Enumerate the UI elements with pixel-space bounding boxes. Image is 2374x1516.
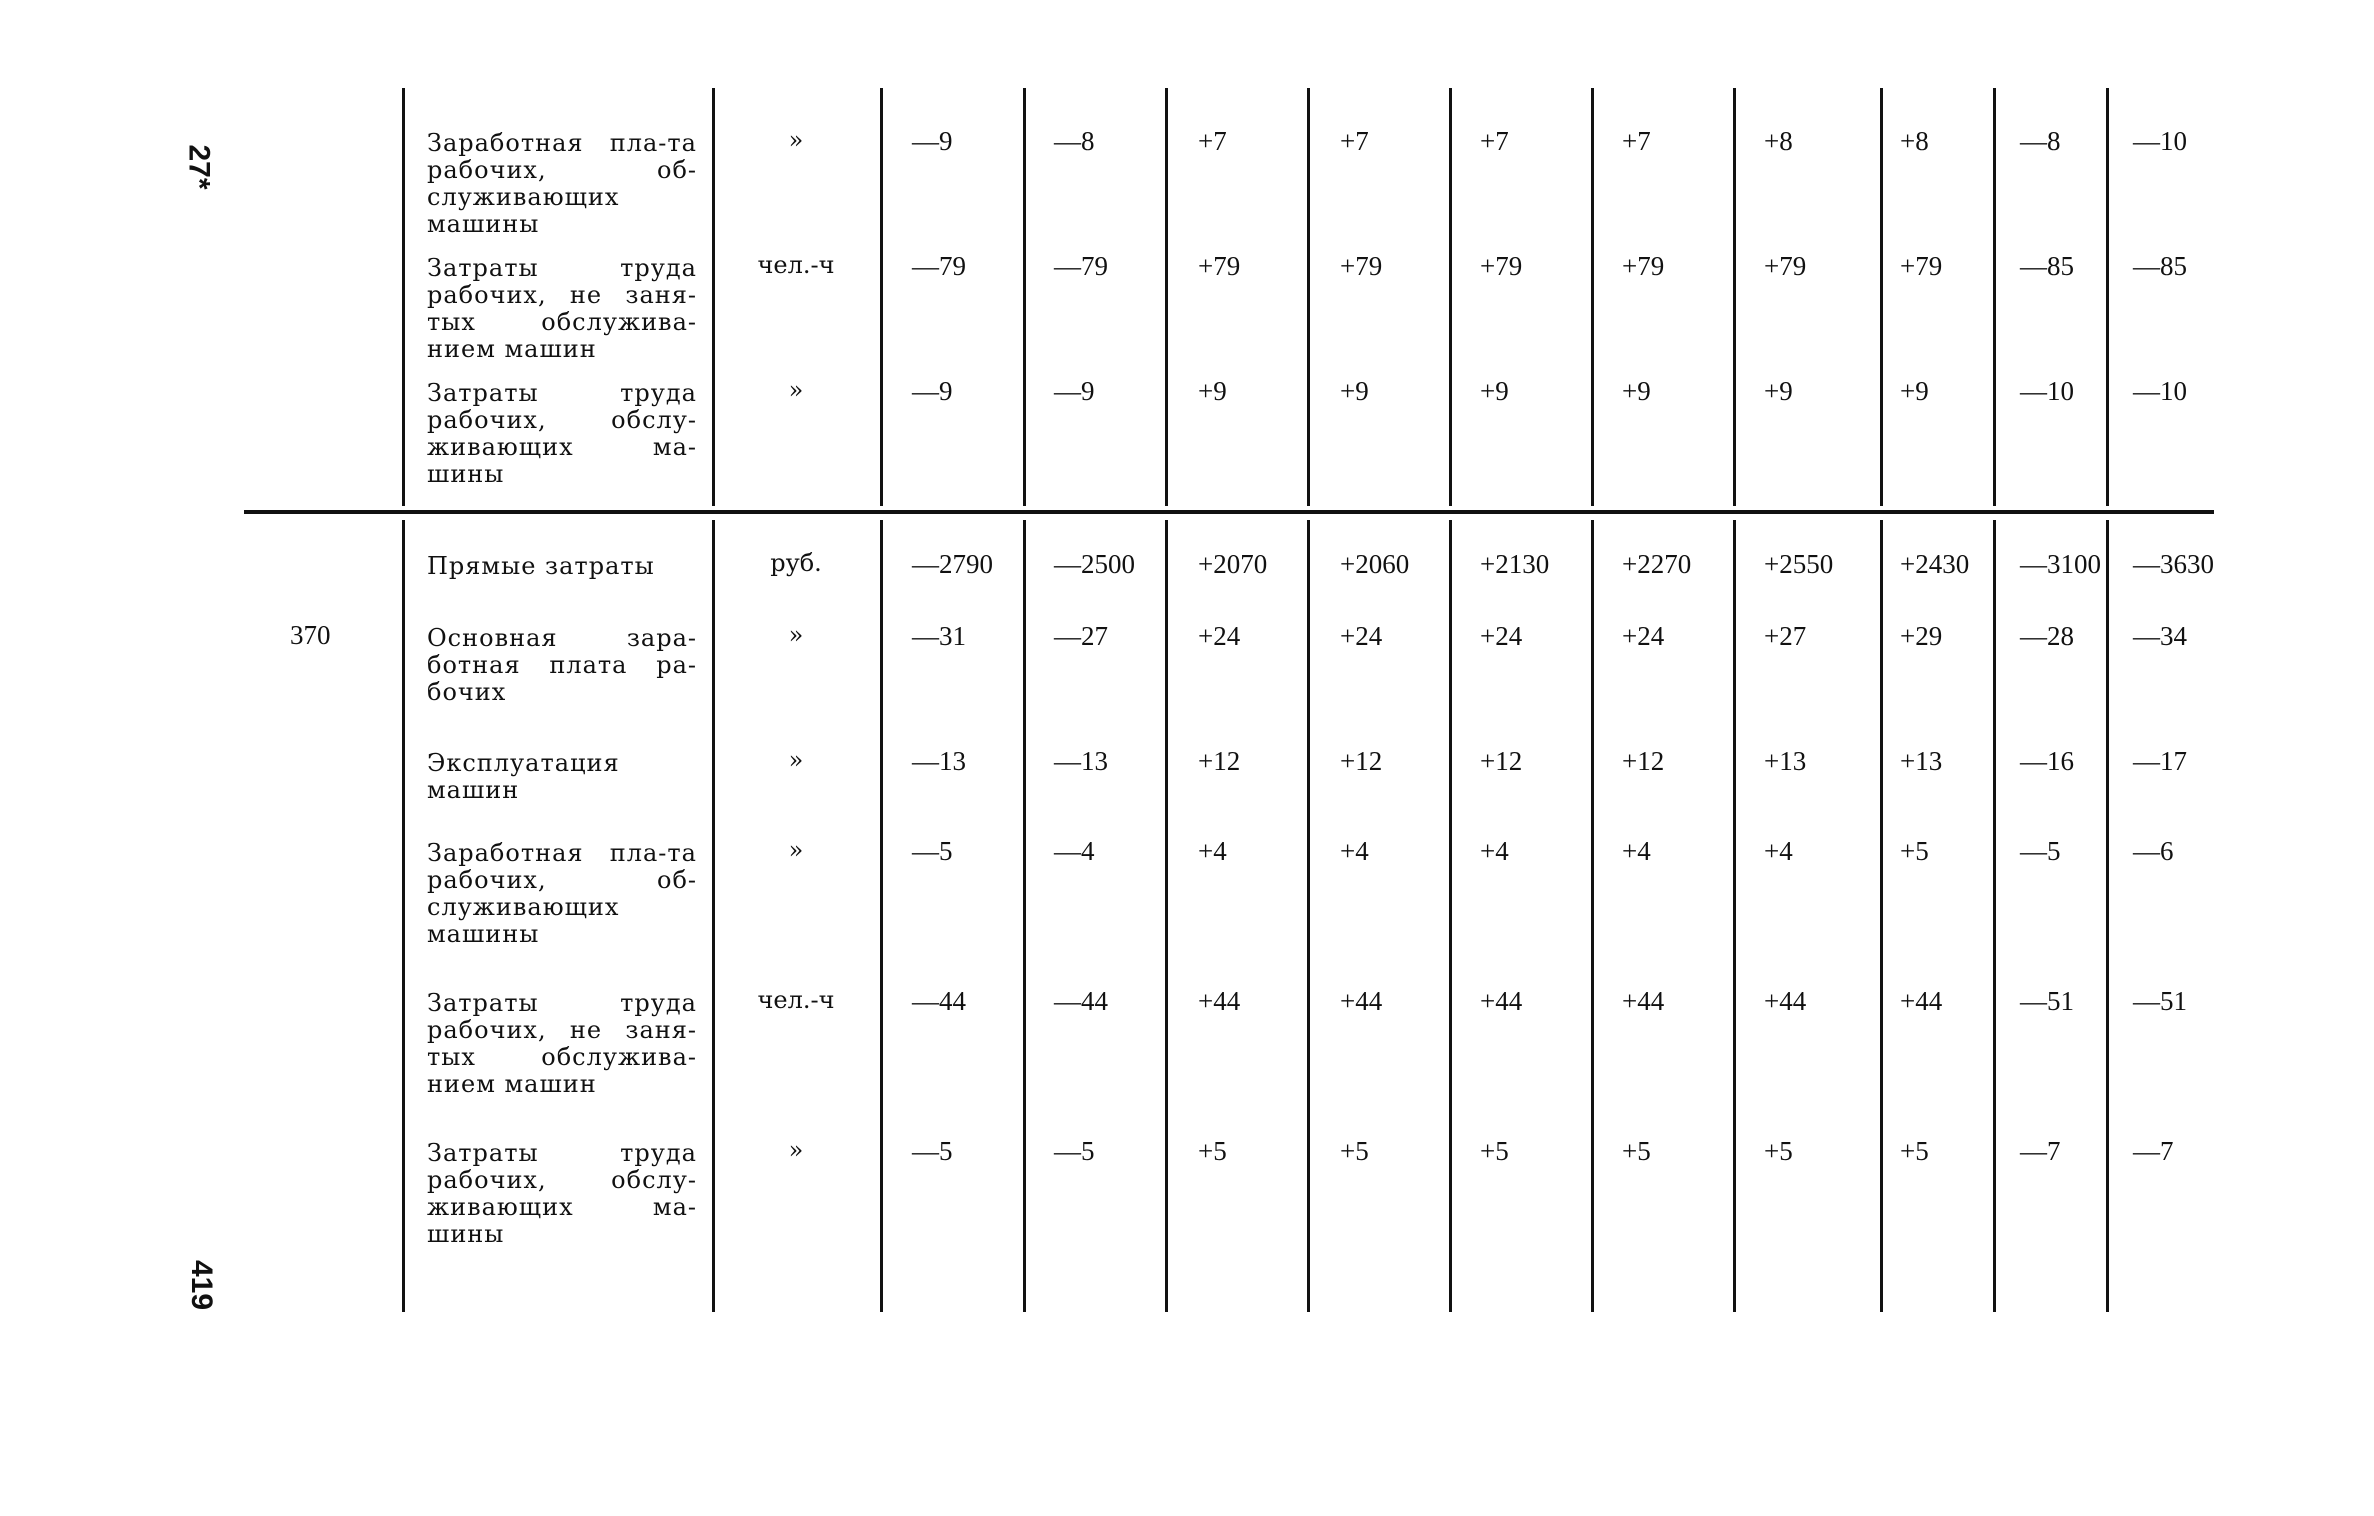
- row-unit: »: [788, 1136, 804, 1164]
- row-unit: »: [788, 126, 804, 154]
- row-value: +2550: [1764, 549, 1834, 579]
- row-value: —2790: [912, 549, 993, 579]
- row-label: Основная зара-​ботная плата ра-​бочих: [427, 624, 697, 706]
- row-value: +2070: [1198, 549, 1268, 579]
- row-value: +5: [1198, 1136, 1227, 1166]
- row-value: +79: [1198, 251, 1241, 281]
- row-value: —5: [1054, 1136, 1095, 1166]
- row-value: +27: [1764, 621, 1807, 651]
- row-value: —5: [912, 836, 953, 866]
- row-value: —10: [2020, 376, 2074, 406]
- row-value: —4: [1054, 836, 1095, 866]
- row-value: +12: [1198, 746, 1241, 776]
- row-label: Прямые затраты: [427, 552, 655, 580]
- row-value: —51: [2133, 986, 2187, 1016]
- row-value: —79: [912, 251, 966, 281]
- row-label: Затраты труда рабочих, не заня-​тых обслужива-​нием машин: [427, 989, 697, 1098]
- row-value: —5: [912, 1136, 953, 1166]
- column-rule-bottom-11: [2106, 520, 2109, 1312]
- column-rule-top-3: [1023, 88, 1026, 506]
- row-value: +4: [1198, 836, 1227, 866]
- row-value: +8: [1764, 126, 1793, 156]
- row-value: —13: [1054, 746, 1108, 776]
- row-value: —3100: [2020, 549, 2101, 579]
- row-value: —9: [912, 376, 953, 406]
- column-rule-top-2: [880, 88, 883, 506]
- column-rule-bottom-6: [1449, 520, 1452, 1312]
- row-value: +5: [1764, 1136, 1793, 1166]
- row-value: +44: [1900, 986, 1943, 1016]
- row-value: —85: [2020, 251, 2074, 281]
- item-code: 370: [290, 620, 331, 650]
- column-rule-top-0: [402, 88, 405, 506]
- row-value: +12: [1340, 746, 1383, 776]
- row-value: +24: [1622, 621, 1665, 651]
- row-value: +24: [1340, 621, 1383, 651]
- row-value: —51: [2020, 986, 2074, 1016]
- row-value: +8: [1900, 126, 1929, 156]
- column-rule-bottom-9: [1880, 520, 1883, 1312]
- column-rule-bottom-1: [712, 520, 715, 1312]
- row-value: —44: [1054, 986, 1108, 1016]
- row-value: +9: [1622, 376, 1651, 406]
- row-label: Затраты труда рабочих, обслу-​живающих ма-​шины: [427, 1139, 697, 1248]
- row-value: —8: [1054, 126, 1095, 156]
- row-value: +2270: [1622, 549, 1692, 579]
- row-value: +24: [1198, 621, 1241, 651]
- row-value: —7: [2020, 1136, 2061, 1166]
- column-rule-bottom-2: [880, 520, 883, 1312]
- column-rule-top-1: [712, 88, 715, 506]
- row-value: +9: [1480, 376, 1509, 406]
- row-value: +4: [1622, 836, 1651, 866]
- column-rule-bottom-0: [402, 520, 405, 1312]
- row-value: +44: [1622, 986, 1665, 1016]
- column-rule-bottom-5: [1307, 520, 1310, 1312]
- row-value: +79: [1340, 251, 1383, 281]
- row-value: +5: [1340, 1136, 1369, 1166]
- row-value: +5: [1622, 1136, 1651, 1166]
- row-value: —13: [912, 746, 966, 776]
- row-value: +9: [1198, 376, 1227, 406]
- row-value: +4: [1764, 836, 1793, 866]
- row-unit: »: [788, 621, 804, 649]
- row-value: +9: [1900, 376, 1929, 406]
- row-value: —44: [912, 986, 966, 1016]
- row-value: +4: [1480, 836, 1509, 866]
- row-label: Заработная пла-​та рабочих, об-​служивающих машины: [427, 839, 697, 948]
- row-value: —9: [912, 126, 953, 156]
- column-rule-top-10: [1993, 88, 1996, 506]
- row-value: +13: [1764, 746, 1807, 776]
- row-value: +7: [1198, 126, 1227, 156]
- row-value: +4: [1340, 836, 1369, 866]
- row-unit: »: [788, 836, 804, 864]
- page-number: 419: [185, 1259, 219, 1311]
- row-value: +79: [1480, 251, 1523, 281]
- row-value: +9: [1764, 376, 1793, 406]
- row-value: +12: [1622, 746, 1665, 776]
- row-unit: чел.-ч: [757, 986, 835, 1014]
- row-value: +79: [1622, 251, 1665, 281]
- row-value: +44: [1340, 986, 1383, 1016]
- row-label: Затраты труда рабочих, не заня-​тых обслужива-​нием машин: [427, 254, 697, 363]
- section-divider: [244, 510, 2214, 514]
- row-value: —5: [2020, 836, 2061, 866]
- row-value: —28: [2020, 621, 2074, 651]
- column-rule-top-9: [1880, 88, 1883, 506]
- row-value: —34: [2133, 621, 2187, 651]
- row-value: —85: [2133, 251, 2187, 281]
- row-value: +44: [1764, 986, 1807, 1016]
- row-value: +2130: [1480, 549, 1550, 579]
- row-value: —2500: [1054, 549, 1135, 579]
- row-unit: руб.: [770, 549, 822, 577]
- row-value: +9: [1340, 376, 1369, 406]
- column-rule-top-11: [2106, 88, 2109, 506]
- row-value: —10: [2133, 126, 2187, 156]
- row-value: +79: [1900, 251, 1943, 281]
- row-label: Эксплуатация машин: [427, 749, 620, 804]
- row-value: —3630: [2133, 549, 2214, 579]
- row-unit: чел.-ч: [757, 251, 835, 279]
- row-value: —7: [2133, 1136, 2174, 1166]
- row-value: +44: [1480, 986, 1523, 1016]
- row-value: +24: [1480, 621, 1523, 651]
- row-value: +29: [1900, 621, 1943, 651]
- row-value: +44: [1198, 986, 1241, 1016]
- row-value: +7: [1622, 126, 1651, 156]
- row-value: —27: [1054, 621, 1108, 651]
- row-value: +7: [1340, 126, 1369, 156]
- row-value: —10: [2133, 376, 2187, 406]
- row-value: +2060: [1340, 549, 1410, 579]
- column-rule-top-7: [1591, 88, 1594, 506]
- row-label: Затраты труда рабочих, обслу-​живающих ма-​шины: [427, 379, 697, 488]
- row-value: +13: [1900, 746, 1943, 776]
- column-rule-bottom-10: [1993, 520, 1996, 1312]
- row-value: +2430: [1900, 549, 1970, 579]
- column-rule-bottom-7: [1591, 520, 1594, 1312]
- row-value: +79: [1764, 251, 1807, 281]
- row-unit: »: [788, 376, 804, 404]
- row-value: +5: [1900, 836, 1929, 866]
- column-rule-bottom-3: [1023, 520, 1026, 1312]
- column-rule-bottom-8: [1733, 520, 1736, 1312]
- row-value: —79: [1054, 251, 1108, 281]
- row-value: +7: [1480, 126, 1509, 156]
- row-label: Заработная пла-​та рабочих, об-​служивающих машины: [427, 129, 697, 238]
- column-rule-bottom-4: [1165, 520, 1168, 1312]
- column-rule-top-8: [1733, 88, 1736, 506]
- row-value: —9: [1054, 376, 1095, 406]
- row-value: —31: [912, 621, 966, 651]
- row-value: +12: [1480, 746, 1523, 776]
- column-rule-top-6: [1449, 88, 1452, 506]
- row-value: —6: [2133, 836, 2174, 866]
- row-value: —8: [2020, 126, 2061, 156]
- row-value: +5: [1900, 1136, 1929, 1166]
- column-rule-top-4: [1165, 88, 1168, 506]
- row-value: —16: [2020, 746, 2074, 776]
- row-value: +5: [1480, 1136, 1509, 1166]
- column-rule-top-5: [1307, 88, 1310, 506]
- page-signature: 27*: [182, 144, 216, 190]
- row-value: —17: [2133, 746, 2187, 776]
- row-unit: »: [788, 746, 804, 774]
